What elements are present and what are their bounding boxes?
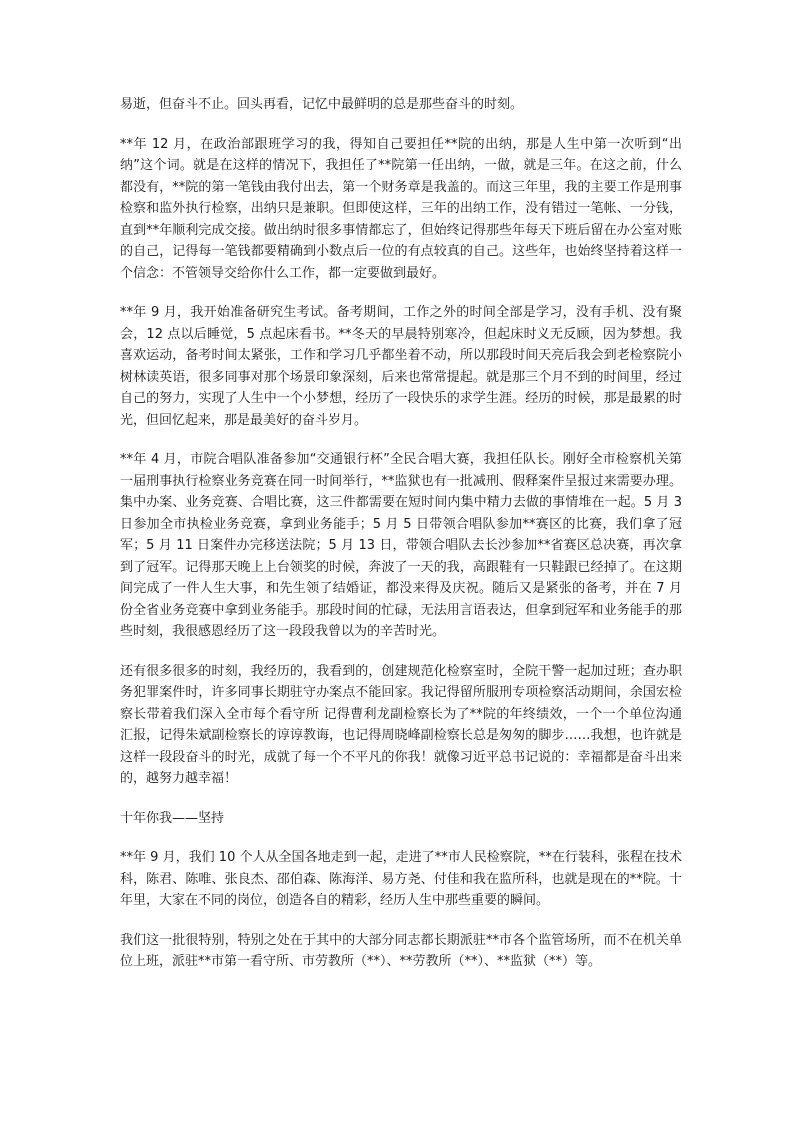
paragraph-choir: **年 4 月，市院合唱队准备参加“交通银行杯”全民合唱大赛，我担任队长。刚好全市检察机关第一届刑事执行检察业务竞赛在同一时间举行，**监狱也有一批减刑、假释案件呈报过来需要办理。集中办案、业务竞赛、合唱比赛，这三件都需要在短时间内集中精力去做的事情堆在一起。5 月 3 日参加全市执检业务竞赛，拿到业务能手；5 月 5 日带领合唱队参加**赛区的比赛，我们拿了冠军；5 月 11 日案件办完移送法院；5 月 13 日，带领合唱队去长沙参加**省赛区总决赛，再次拿到了冠军。记得那天晚上上台领奖的时候，奔波了一天的我，高跟鞋有一只鞋跟已经掉了。在这期间完成了一件人生大事，和先生领了结婚证，都没来得及庆祝。随后又是紧张的备考，并在 7 月份全省业务竞赛中拿到业务能手。那段时间的忙碌，无法用言语表达，但拿到冠军和业务能手的那些时刻，我很感恩经历了这一段段我曾以为的辛苦时光。 xyxy=(120,452,682,639)
paragraph-special-batch: 我们这一批很特别，特别之处在于其中的大部分同志都长期派驻**市各个监管场所，而不在机关单位上班，派驻**市第一看守所、市劳教所（**）、**劳教所（**）、**监狱（**）等。 xyxy=(120,932,682,969)
paragraph-intro: 易逝，但奋斗不止。回头再看，记忆中最鲜明的总是那些奋斗的时刻。 xyxy=(120,97,524,112)
section-heading: 十年你我——坚持 xyxy=(120,810,225,826)
paragraph-exam: **年 9 月，我开始准备研究生考试。备考期间，工作之外的时间全部是学习，没有手机、没有聚会，12 点以后睡觉，5 点起床看书。**冬天的早晨特别寒冷，但起床时义无反顾，因为梦想。我喜欢运动，备考时间太紧张，工作和学习几乎都坐着不动，所以那段时间天亮后我会到老检察院小树林读英语，很多同事对那个场景印象深刻，后来也常常提起。就是那三个月不到的时间里，经过自己的努力，实现了人生中一个小梦想，经历了一段快乐的求学生涯。经历的时候，那是最累的时光，但回忆起来，那是最美好的奋斗岁月。 xyxy=(120,305,682,428)
paragraph-ten-people: **年 9 月，我们 10 个人从全国各地走到一起，走进了**市人民检察院，**在行装科，张程在技术科，陈君、陈唯、张良杰、邵伯森、陈海洋、易方尧、付佳和我在监所科，也就是现在的**院。十年里，大家在不同的岗位，创造各自的精彩，经历人生中那些重要的瞬间。 xyxy=(120,850,682,908)
document-page xyxy=(120,94,682,991)
paragraph-cashier: **年 12 月，在政治部跟班学习的我，得知自己要担任**院的出纳，那是人生中第一次听到“出纳”这个词。就是在这样的情况下，我担任了**院第一任出纳，一做，就是三年。在这之前，什么都没有，**院的第一笔钱由我付出去，第一个财务章是我盖的。而这三年里，我的主要工作是刑事检察和监外执行检察，出纳只是兼职。但即使这样，三年的出纳工作，没有错过一笔帐、一分钱，直到**年顺利完成交接。做出纳时很多事情都忘了，但始终记得那些年每天下班后留在办公室对账的自己，记得每一笔钱都要精确到小数点后一位的有点较真的自己。这些年，也始终坚持着这样一个信念：不管领导交给你什么工作，都一定要做到最好。 xyxy=(120,136,682,281)
paragraph-moments: 还有很多很多的时刻，我经历的，我看到的，创建规范化检察室时，全院干警一起加过班；查办职务犯罪案件时，许多同事长期驻守办案点不能回家。我记得留所服刑专项检察活动期间，余国宏检察长带着我们深入全市每个看守所 记得曹利龙副检察长为了**院的年终绩效，一个一个单位沟通汇报，记得朱斌副检察长的谆谆教诲，也记得周晓峰副检察长总是匆匆的脚步……我想，也许就是这样一段段奋斗的时光，成就了每一个不平凡的你我！就像习近平总书记说的：幸福都是奋斗出来的，越努力越幸福！ xyxy=(120,663,682,786)
